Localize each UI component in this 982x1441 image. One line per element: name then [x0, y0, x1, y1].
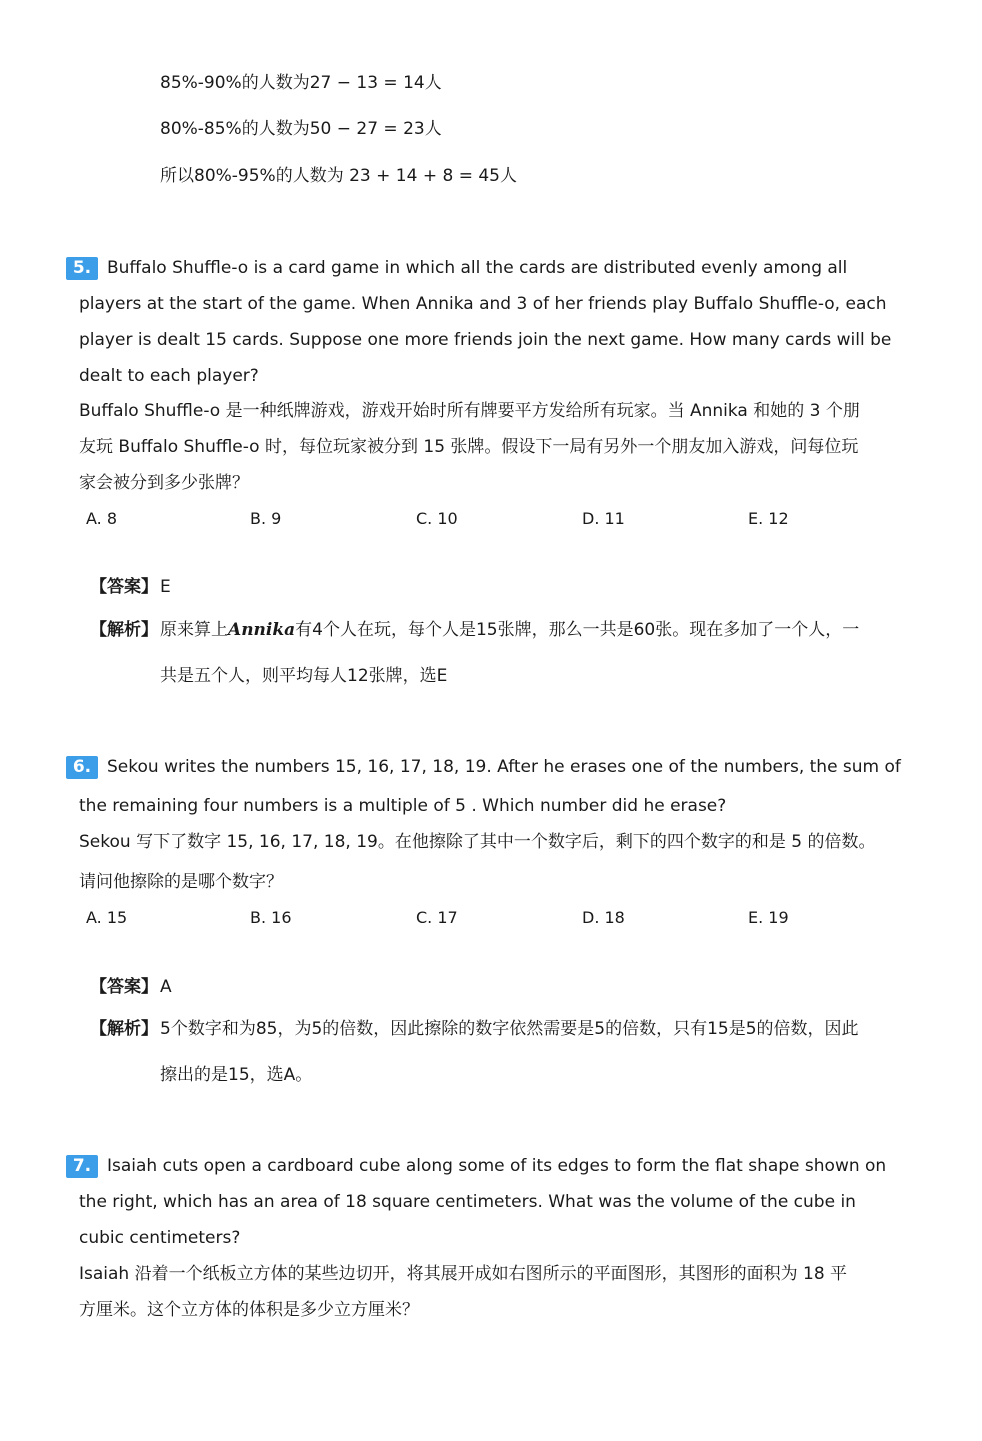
solution-line-3: 所以80%-95%的人数为 23 + 14 + 8 = 45人 [160, 166, 517, 186]
question-number-badge: 5. [66, 257, 98, 280]
q5-text-zh-1: Buffalo Shuffle-o 是一种纸牌游戏，游戏开始时所有牌要平方发给所有玩家。当 Annika 和她的 3 个朋 [79, 401, 860, 421]
q7-text-zh-2: 方厘米。这个立方体的体积是多少立方厘米？ [79, 1300, 419, 1320]
q5-text-zh-3: 家会被分到多少张牌？ [79, 473, 249, 493]
question-number-badge: 7. [66, 1155, 98, 1178]
q5-analysis-post: 有4个人在玩，每个人是15张牌，那么一共是60张。现在多加了一个人，一 [295, 620, 860, 640]
q6-answer-value: A [160, 977, 172, 997]
q6-option-e: E. 19 [748, 908, 789, 927]
q5-text-en-3: player is dealt 15 cards. Suppose one more friends join the next game. How many cards will be [79, 330, 892, 350]
q6-option-d: D. 18 [582, 908, 625, 927]
q6-analysis-line-1: 5个数字和为85，为5的倍数，因此擦除的数字依然需要是5的倍数，只有15是5的倍数，因此 [160, 1019, 859, 1039]
q5-option-b: B. 9 [250, 509, 282, 528]
q6-text-zh-2: 请问他擦除的是哪个数字？ [79, 872, 283, 892]
q7-text-zh-1: Isaiah 沿着一个纸板立方体的某些边切开，将其展开成如右图所示的平面图形，其图形的面积为 18 平 [79, 1264, 848, 1284]
q5-option-a: A. 8 [86, 509, 118, 528]
q5-text-zh-2: 友玩 Buffalo Shuffle-o 时，每位玩家被分到 15 张牌。假设下一局有另外一个朋友加入游戏，问每位玩 [79, 437, 859, 457]
q6-option-c: C. 17 [416, 908, 458, 927]
q6-option-a: A. 15 [86, 908, 128, 927]
q5-analysis-line-2: 共是五个人，则平均每人12张牌，选E [160, 666, 448, 686]
q7-text-en-2: the right, which has an area of 18 square centimeters. What was the volume of the cube in [79, 1192, 856, 1212]
q5-analysis-name: Annika [228, 620, 296, 640]
question-number-badge: 6. [66, 756, 98, 779]
q6-answer-label: 【答案】 [90, 977, 158, 997]
q5-option-e: E. 12 [748, 509, 789, 528]
q6-option-b: B. 16 [250, 908, 292, 927]
solution-line-1: 85%-90%的人数为27 − 13 = 14人 [160, 73, 442, 93]
q5-text-en-4: dealt to each player? [79, 366, 259, 386]
solution-line-2: 80%-85%的人数为50 − 27 = 23人 [160, 119, 442, 139]
q6-text-zh-1: Sekou 写下了数字 15, 16, 17, 18, 19。在他擦除了其中一个数字后，剩下的四个数字的和是 5 的倍数。 [79, 832, 876, 852]
q5-option-c: C. 10 [416, 509, 458, 528]
q6-analysis-line-2: 擦出的是15，选A。 [160, 1065, 313, 1085]
q6-text-en-2: the remaining four numbers is a multiple of 5 . Which number did he erase? [79, 796, 727, 816]
q7-text-en-1: Isaiah cuts open a cardboard cube along some of its edges to form the flat shape shown on [107, 1156, 887, 1176]
q6-text-en-1: Sekou writes the numbers 15, 16, 17, 18, 19. After he erases one of the numbers, the sum of [107, 757, 901, 777]
q7-text-en-3: cubic centimeters? [79, 1228, 241, 1248]
q5-answer-label: 【答案】 [90, 577, 158, 597]
q5-answer-value: E [160, 577, 171, 597]
q5-text-en-2: players at the start of the game. When Annika and 3 of her friends play Buffalo Shuffle-o, each [79, 294, 887, 314]
q6-analysis-label: 【解析】 [90, 1019, 158, 1039]
q5-analysis-line-1 [160, 619, 859, 641]
q5-text-en-1: Buffalo Shuffle-o is a card game in which all the cards are distributed evenly among all [107, 258, 848, 278]
q5-option-d: D. 11 [582, 509, 625, 528]
q5-analysis-label: 【解析】 [90, 620, 158, 640]
q5-analysis-pre: 原来算上 [160, 620, 228, 640]
